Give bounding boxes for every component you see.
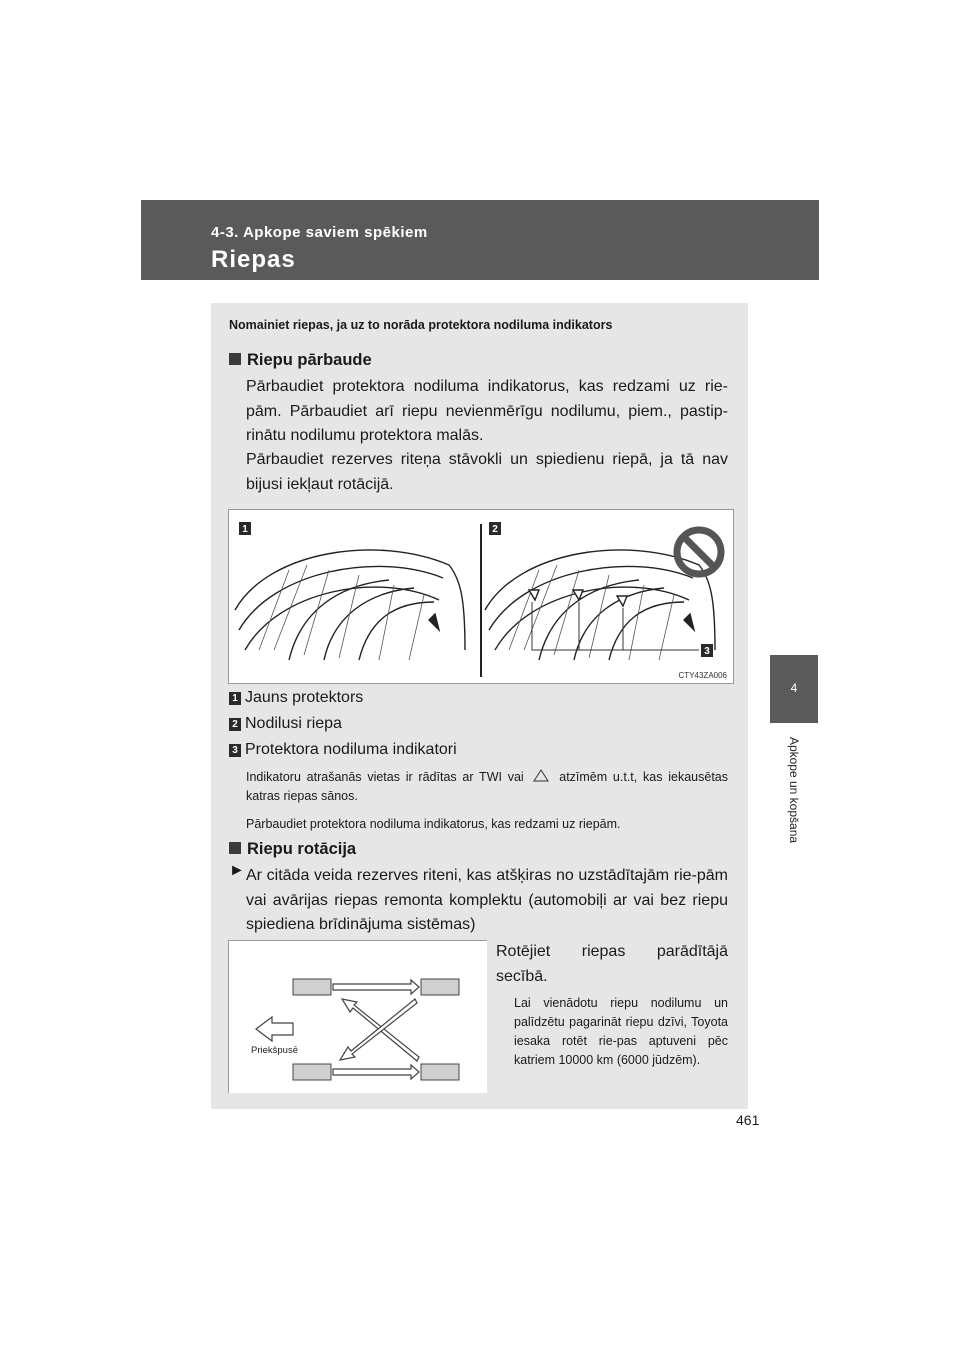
section-heading-inspection: Riepu pārbaude <box>229 351 372 370</box>
tire-rear-left-icon <box>293 1064 331 1080</box>
section-heading-rotation: Riepu rotācija <box>229 840 356 859</box>
chapter-side-label: Apkope un kopšana <box>787 736 801 844</box>
new-tire-outline <box>235 550 465 650</box>
legend-item-2: 2 Nodilusi riepa <box>229 715 342 733</box>
chapter-header <box>141 200 819 280</box>
page-number: 461 <box>736 1112 760 1128</box>
front-label: Priekšpusē <box>251 1045 298 1056</box>
tire-rear-right-icon <box>421 1064 459 1080</box>
tread-illustration <box>229 510 733 683</box>
svg-text:2: 2 <box>492 524 498 535</box>
square-bullet-icon <box>229 842 241 854</box>
arrow-rl-to-rr-icon <box>333 1065 419 1079</box>
triangle-mark-icon <box>533 769 549 782</box>
rotation-instruction: Rotējiet riepas parādītājā secībā. <box>496 943 728 985</box>
rotation-diagram <box>229 941 487 1093</box>
tread-figure <box>228 509 734 684</box>
intro-heading: Nomainiet riepas, ja uz to norāda protektora nodiluma indikators <box>229 318 613 332</box>
rotation-figure <box>228 940 487 1093</box>
rotation-note: Lai vienādotu riepu nodilumu un palīdzētu pagarināt riepu dzīvi, Toyota iesaka rotēt rie-pas aptuveni pēc katriem 10000 km (6000 jūdzēm). <box>514 996 728 1067</box>
tire-front-right-icon <box>421 979 459 995</box>
new-tire-groove <box>289 580 389 660</box>
inspection-paragraph-1: Pārbaudiet protektora nodiluma indikatorus, kas redzami uz rie-pām. Pārbaudiet arī riepu nevienmērīgu nodilumu, piem., pastip-rinātu nodilumu protektora malās. <box>246 378 728 444</box>
svg-text:1: 1 <box>242 524 248 535</box>
chapter-tab <box>770 655 818 723</box>
front-direction-arrow-icon <box>256 1017 293 1041</box>
indicator-note: Indikatoru atrašanās vietas ir rādītas ar TWI vai atzīmēm u.t.t, kas iekausētas katras riepas sānos. <box>246 770 728 803</box>
rotation-condition: Ar citāda veida rezerves riteni, kas atšķiras no uzstādītajām rie-pām vai avārijas riepas remonta komplektu (automobiļi ar vai bez riepu spiediena brīdinājuma sistēmas) <box>246 867 728 933</box>
figure-code: CTY43ZA006 <box>678 671 727 680</box>
arrow-fl-to-fr-icon <box>333 980 419 994</box>
svg-text:3: 3 <box>704 646 710 657</box>
indicator-check-note: Pārbaudiet protektora nodiluma indikatorus, kas redzami uz riepām. <box>246 817 621 831</box>
section-label: 4-3. Apkope saviem spēkiem <box>211 224 428 241</box>
tire-front-left-icon <box>293 979 331 995</box>
prohibited-icon <box>677 530 721 574</box>
arrow-bullet-icon: ► <box>229 862 245 879</box>
legend-item-3: 3 Protektora nodiluma indikatori <box>229 741 457 759</box>
square-bullet-icon <box>229 353 241 365</box>
inspection-paragraph-2: Pārbaudiet rezerves riteņa stāvokli un spiedienu riepā, ja tā nav bijusi iekļaut rotācijā. <box>246 451 728 493</box>
page-title: Riepas <box>211 246 296 273</box>
legend-item-1: 1 Jauns protektors <box>229 689 363 707</box>
chapter-number: 4 <box>790 681 798 695</box>
